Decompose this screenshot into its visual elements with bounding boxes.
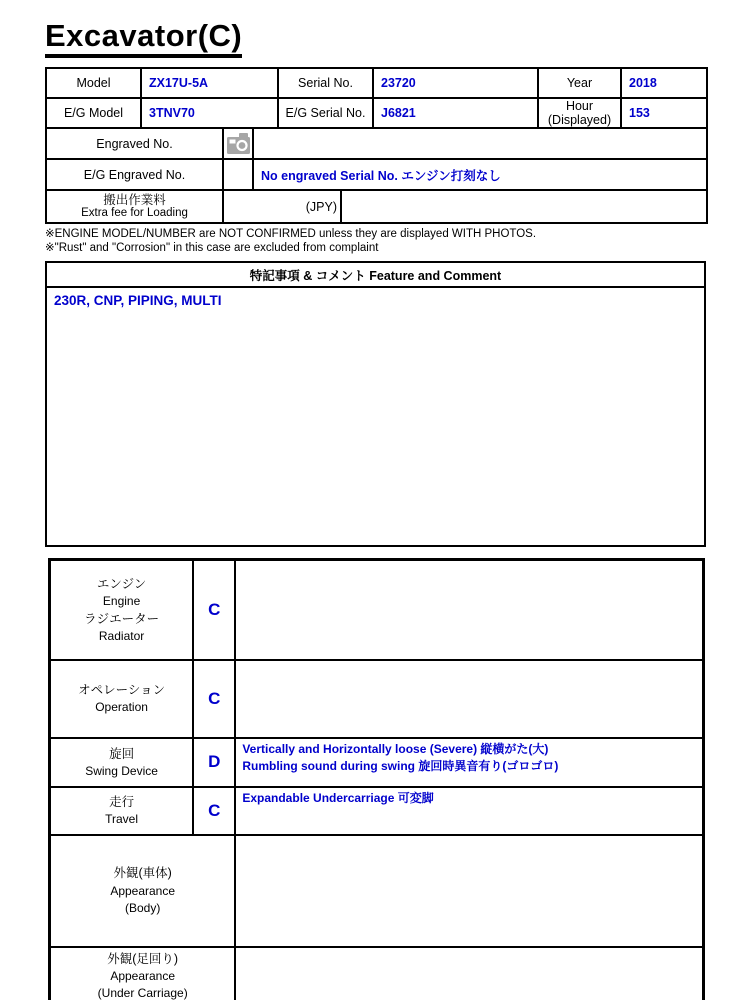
inspection-grade-table [48, 558, 705, 1000]
serial-no-label: Serial No. [278, 68, 373, 98]
row-travel [50, 787, 704, 835]
feature-comment-section [45, 261, 706, 547]
serial-no-value: 23720 [373, 68, 538, 98]
operation-comment [235, 660, 703, 738]
appearance-body-comment [235, 835, 703, 947]
row-swing-device [50, 738, 704, 787]
hour-value: 153 [621, 98, 707, 129]
model-label: Model [46, 68, 141, 98]
note-engine-confirm: ※ENGINE MODEL/NUMBER are NOT CONFIRMED unless they are displayed WITH PHOTOS. [45, 228, 537, 241]
travel-label: 走行 Travel [50, 787, 194, 835]
eg-engraved-no-label: E/G Engraved No. [46, 159, 223, 190]
eg-serial-no-label: E/G Serial No. [278, 98, 373, 129]
eg-serial-no-value: J6821 [373, 98, 538, 129]
swing-device-comment: Vertically and Horizontally loose (Severe) 縦横がた(大) Rumbling sound during swing 旋回時異音有り(ゴロゴロ) [235, 738, 703, 787]
year-value: 2018 [621, 68, 707, 98]
disclaimer-notes [45, 227, 706, 255]
extra-fee-label: 搬出作業料 Extra fee for Loading [46, 190, 223, 223]
swing-device-grade: D [193, 738, 235, 787]
camera-icon [223, 128, 253, 159]
model-value: ZX17U-5A [141, 68, 278, 98]
row-engine-radiator [50, 560, 704, 660]
engine-radiator-grade: C [193, 560, 235, 660]
appearance-under-carriage-comment [235, 947, 703, 1000]
spec-table [45, 67, 708, 130]
travel-grade: C [193, 787, 235, 835]
hour-displayed-label: Hour (Displayed) [538, 98, 621, 129]
operation-label: オペレーション Operation [50, 660, 194, 738]
note-rust-corrosion: ※"Rust" and "Corrosion" in this case are excluded from complaint [45, 242, 379, 255]
engine-radiator-comment [235, 560, 703, 660]
eg-engraved-no-value: No engraved Serial No. エンジン打刻なし [253, 159, 707, 190]
appearance-under-carriage-label: 外観(足回り) Appearance (Under Carriage) [50, 947, 236, 1000]
eg-model-value: 3TNV70 [141, 98, 278, 129]
eg-model-label: E/G Model [46, 98, 141, 129]
feature-comment-text: 230R, CNP, PIPING, MULTI [54, 293, 222, 309]
year-label: Year [538, 68, 621, 98]
operation-grade: C [193, 660, 235, 738]
swing-device-label: 旋回 Swing Device [50, 738, 194, 787]
feature-comment-body [47, 288, 704, 545]
row-appearance-under-carriage [50, 947, 704, 1000]
feature-comment-header: 特記事項 & コメント Feature and Comment [47, 263, 704, 288]
row-appearance-body [50, 835, 704, 947]
page-title: Excavator(C) [45, 20, 242, 58]
extra-fee-value [341, 190, 707, 223]
appearance-body-label: 外観(車体) Appearance (Body) [50, 835, 236, 947]
engraved-no-value [253, 128, 707, 159]
engraved-table [45, 127, 708, 191]
row-operation [50, 660, 704, 738]
eg-engraved-spacer-cell [223, 159, 253, 190]
extra-fee-currency-label: (JPY) [223, 190, 341, 223]
engine-radiator-label: エンジン Engine ラジエーター Radiator [50, 560, 194, 660]
engraved-no-label: Engraved No. [46, 128, 223, 159]
extra-fee-table [45, 189, 708, 224]
travel-comment: Expandable Undercarriage 可変脚 [235, 787, 703, 835]
